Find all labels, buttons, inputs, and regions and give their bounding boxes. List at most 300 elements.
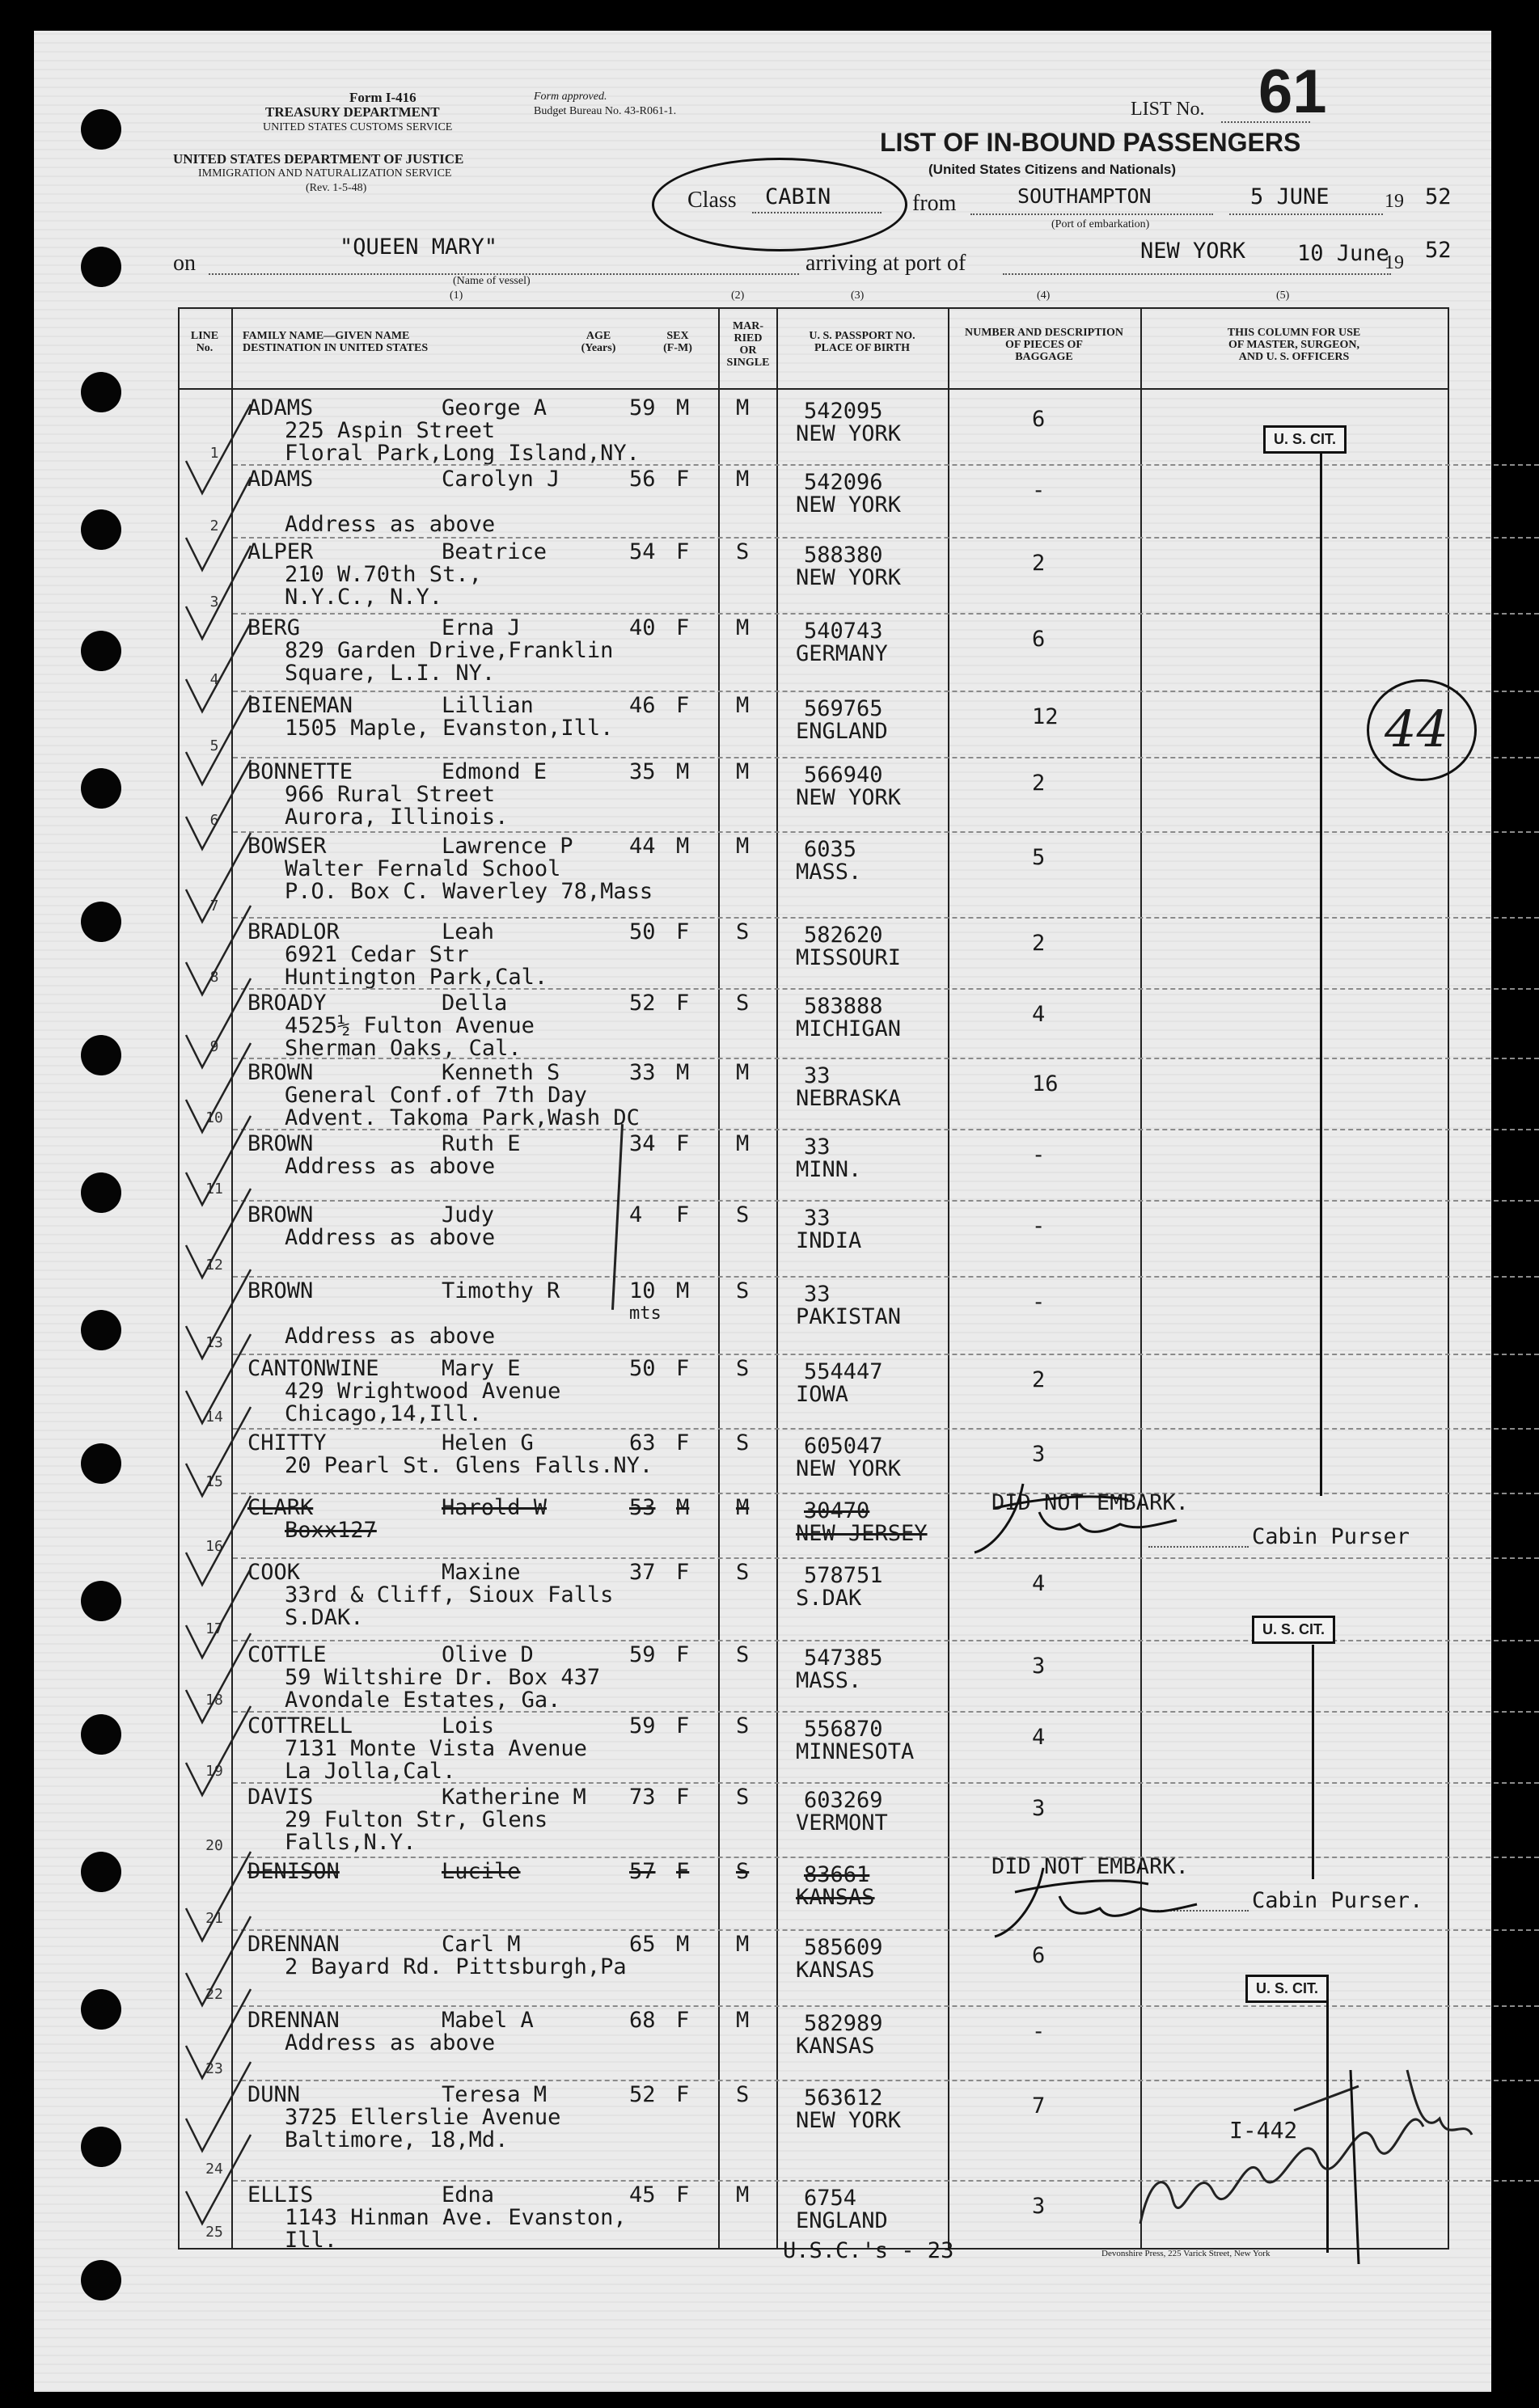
given-name: Kenneth S bbox=[442, 1060, 560, 1085]
address-line-1: 20 Pearl St. Glens Falls.NY. bbox=[285, 1453, 653, 1478]
address-line-1: 1505 Maple, Evanston,Ill. bbox=[285, 716, 614, 741]
header-officers: THIS COLUMN FOR USE OF MASTER, SURGEON, AND U. S. OFFICERS bbox=[1227, 327, 1361, 363]
sex: F bbox=[676, 1356, 690, 1381]
given-name: Helen G bbox=[442, 1430, 534, 1455]
class-value: CABIN bbox=[765, 184, 831, 209]
punch-hole bbox=[81, 1852, 121, 1892]
family-name: BROWN bbox=[247, 1131, 314, 1156]
passport-number: 83661 bbox=[804, 1862, 870, 1887]
given-name: Teresa M bbox=[442, 2082, 548, 2107]
sex: M bbox=[676, 1932, 690, 1957]
marital-status: S bbox=[736, 1356, 750, 1381]
row-divider bbox=[233, 1557, 1539, 1559]
address-line-1: 210 W.70th St., bbox=[285, 562, 482, 587]
place-of-birth: KANSAS bbox=[796, 2034, 875, 2059]
baggage-count: 4 bbox=[1032, 1002, 1046, 1027]
sex: M bbox=[676, 1278, 690, 1303]
age: 33 bbox=[629, 1060, 656, 1085]
address-line-2: Address as above bbox=[285, 512, 496, 537]
place-of-birth: ENGLAND bbox=[796, 719, 888, 744]
address-line-1: 3725 Ellerslie Avenue bbox=[285, 2105, 561, 2130]
age: 57 bbox=[629, 1859, 656, 1884]
address-line-2: Advent. Takoma Park,Wash DC bbox=[285, 1105, 640, 1130]
line-number: 20 bbox=[205, 1837, 223, 1854]
family-name: BIENEMAN bbox=[247, 693, 353, 718]
place-of-birth: NEW JERSEY bbox=[796, 1521, 928, 1546]
address-line-1: 33rd & Cliff, Sioux Falls bbox=[285, 1582, 614, 1607]
usc-total: U.S.C.'s - 23 bbox=[783, 2238, 954, 2263]
header-name: FAMILY NAME—GIVEN NAME DESTINATION IN UNITED STATES bbox=[243, 330, 429, 354]
row-divider bbox=[233, 1782, 1539, 1784]
given-name: Olive D bbox=[442, 1642, 534, 1667]
punch-hole bbox=[81, 1581, 121, 1621]
age: 35 bbox=[629, 759, 656, 784]
place-of-birth: MISSOURI bbox=[796, 945, 902, 970]
given-name: Leah bbox=[442, 919, 495, 944]
family-name: DRENNAN bbox=[247, 1932, 340, 1957]
treasury-department: TREASURY DEPARTMENT bbox=[265, 104, 440, 120]
baggage-count: - bbox=[1032, 2019, 1046, 2044]
punch-hole bbox=[81, 1714, 121, 1755]
row-divider bbox=[233, 917, 1539, 919]
family-name: DENISON bbox=[247, 1859, 340, 1884]
row-divider bbox=[233, 1428, 1539, 1430]
row-divider bbox=[233, 613, 1539, 615]
age: 63 bbox=[629, 1430, 656, 1455]
given-name: Beatrice bbox=[442, 539, 548, 564]
header-sex: SEX (F-M) bbox=[663, 330, 692, 354]
list-no-label: LIST No. bbox=[1131, 99, 1205, 120]
age: 59 bbox=[629, 1642, 656, 1667]
row-divider bbox=[233, 831, 1539, 833]
passport-number: 585609 bbox=[804, 1935, 883, 1960]
line-number: 7 bbox=[209, 898, 219, 915]
vessel-note: (Name of vessel) bbox=[453, 275, 531, 287]
sex: F bbox=[676, 2082, 690, 2107]
from-label: from bbox=[912, 191, 957, 216]
punch-hole bbox=[81, 1989, 121, 2030]
line-number: 11 bbox=[205, 1181, 223, 1198]
list-no-value: 61 bbox=[1258, 57, 1327, 126]
inspector-signature bbox=[1116, 2021, 1488, 2264]
address-line-1: Address as above bbox=[285, 2030, 496, 2055]
family-name: COTTLE bbox=[247, 1642, 327, 1667]
address-line-2: Floral Park,Long Island,NY. bbox=[285, 441, 640, 466]
address-line-1: 29 Fulton Str, Glens bbox=[285, 1807, 548, 1832]
family-name: BROWN bbox=[247, 1202, 314, 1227]
given-name: Edna bbox=[442, 2182, 495, 2207]
marital-status: S bbox=[736, 1560, 750, 1585]
family-name: ELLIS bbox=[247, 2182, 314, 2207]
baggage-count: 3 bbox=[1032, 1654, 1046, 1679]
given-name: Mabel A bbox=[442, 2008, 534, 2033]
passport-number: 582989 bbox=[804, 2011, 883, 2036]
address-line-1: 225 Aspin Street bbox=[285, 418, 496, 443]
marital-status: S bbox=[736, 1430, 750, 1455]
baggage-count: - bbox=[1032, 1214, 1046, 1239]
us-cit-stamp: U. S. CIT. bbox=[1263, 425, 1347, 454]
marital-status: M bbox=[736, 1060, 750, 1085]
age: 53 bbox=[629, 1495, 656, 1520]
punch-hole bbox=[81, 509, 121, 550]
family-name: ADAMS bbox=[247, 395, 314, 420]
col-num-5: (5) bbox=[1276, 289, 1290, 302]
row-divider bbox=[233, 464, 1539, 466]
header-age: AGE (Years) bbox=[581, 330, 616, 354]
address-line-1: 1143 Hinman Ave. Evanston, bbox=[285, 2205, 627, 2230]
check-marks bbox=[174, 388, 336, 2248]
row-divider bbox=[233, 1200, 1539, 1202]
address-line-2: La Jolla,Cal. bbox=[285, 1759, 456, 1784]
address-line-1: 59 Wiltshire Dr. Box 437 bbox=[285, 1665, 601, 1690]
us-cit-stamp: U. S. CIT. bbox=[1252, 1616, 1335, 1644]
sex: F bbox=[676, 539, 690, 564]
passport-number: 556870 bbox=[804, 1717, 883, 1742]
passport-number: 566940 bbox=[804, 763, 883, 788]
passport-number: 583888 bbox=[804, 994, 883, 1019]
line-number: 9 bbox=[209, 1038, 219, 1055]
sex: M bbox=[676, 834, 690, 859]
row-divider bbox=[233, 1354, 1539, 1355]
passport-number: 588380 bbox=[804, 543, 883, 568]
marital-status: S bbox=[736, 1859, 750, 1884]
passport-number: 33 bbox=[804, 1134, 831, 1160]
did-not-embark-note: DID NOT EMBARK. bbox=[991, 1854, 1189, 1879]
passport-number: 33 bbox=[804, 1282, 831, 1307]
line-number: 15 bbox=[205, 1473, 223, 1490]
row-divider bbox=[233, 1929, 1539, 1931]
address-line-2: Ill. bbox=[285, 2228, 338, 2253]
row-divider bbox=[233, 691, 1539, 692]
line-number: 5 bbox=[209, 737, 219, 754]
age: 68 bbox=[629, 2008, 656, 2033]
address-line-2: Chicago,14,Ill. bbox=[285, 1401, 482, 1426]
given-name: Lois bbox=[442, 1713, 495, 1738]
age: 4 bbox=[629, 1202, 643, 1227]
baggage-count: - bbox=[1032, 478, 1046, 503]
baggage-count: 2 bbox=[1032, 931, 1046, 956]
baggage-count: - bbox=[1032, 1290, 1046, 1315]
family-name: ALPER bbox=[247, 539, 314, 564]
header-baggage: NUMBER AND DESCRIPTION OF PIECES OF BAGGAGE bbox=[964, 327, 1124, 363]
row-divider bbox=[233, 1058, 1539, 1059]
row-divider bbox=[233, 1857, 1539, 1858]
sex: F bbox=[676, 991, 690, 1016]
family-name: DAVIS bbox=[247, 1785, 314, 1810]
arrival-year-prefix: 19 bbox=[1385, 252, 1404, 273]
justice-department: UNITED STATES DEPARTMENT OF JUSTICE bbox=[173, 151, 464, 167]
depart-year: 52 bbox=[1425, 184, 1452, 209]
baggage-count: 2 bbox=[1032, 771, 1046, 796]
address-line-1: 4525½ Fulton Avenue bbox=[285, 1013, 535, 1038]
punch-hole bbox=[81, 247, 121, 287]
line-number: 16 bbox=[205, 1538, 223, 1555]
line-number: 19 bbox=[205, 1763, 223, 1780]
passport-number: 6754 bbox=[804, 2186, 857, 2211]
marital-status: S bbox=[736, 1202, 750, 1227]
passport-number: 542096 bbox=[804, 470, 883, 495]
baggage-count: 6 bbox=[1032, 627, 1046, 652]
customs-service: UNITED STATES CUSTOMS SERVICE bbox=[263, 121, 453, 133]
given-name: George A bbox=[442, 395, 548, 420]
family-name: BROWN bbox=[247, 1060, 314, 1085]
punch-hole bbox=[81, 2127, 121, 2167]
us-cit-stamp: U. S. CIT. bbox=[1245, 1975, 1329, 2003]
baggage-count: 2 bbox=[1032, 551, 1046, 576]
address-line-2: Falls,N.Y. bbox=[285, 1830, 416, 1855]
arrival-date: 10 June bbox=[1297, 241, 1389, 266]
marital-status: M bbox=[736, 693, 750, 718]
row-divider bbox=[233, 2005, 1539, 2007]
place-of-birth: NEBRASKA bbox=[796, 1086, 902, 1111]
address-line-2: Address as above bbox=[285, 1324, 496, 1349]
place-of-birth: MICHIGAN bbox=[796, 1016, 902, 1041]
given-name: Lawrence P bbox=[442, 834, 573, 859]
baggage-count: 3 bbox=[1032, 1796, 1046, 1821]
passport-number: 582620 bbox=[804, 923, 883, 948]
marital-status: M bbox=[736, 2008, 750, 2033]
marital-status: M bbox=[736, 834, 750, 859]
class-label: Class bbox=[687, 188, 737, 213]
row-divider bbox=[233, 537, 1539, 539]
age: 40 bbox=[629, 615, 656, 640]
place-of-birth: GERMANY bbox=[796, 641, 888, 666]
baggage-count: - bbox=[1032, 1143, 1046, 1168]
line-number: 18 bbox=[205, 1692, 223, 1709]
line-number: 1 bbox=[209, 445, 219, 462]
address-line-1: 966 Rural Street bbox=[285, 782, 496, 807]
line-number: 4 bbox=[209, 671, 219, 688]
passport-number: 30470 bbox=[804, 1498, 870, 1523]
purser-signature bbox=[987, 1860, 1229, 1965]
marital-status: S bbox=[736, 991, 750, 1016]
port-embarkation-note: (Port of embarkation) bbox=[1051, 218, 1150, 230]
line-number: 21 bbox=[205, 1910, 223, 1927]
punch-hole bbox=[81, 109, 121, 150]
age: 59 bbox=[629, 395, 656, 420]
sex: F bbox=[676, 2008, 690, 2033]
place-of-birth: NEW YORK bbox=[796, 2108, 902, 2133]
marital-status: M bbox=[736, 395, 750, 420]
sex: M bbox=[676, 1495, 690, 1520]
marital-status: M bbox=[736, 1131, 750, 1156]
passport-number: 554447 bbox=[804, 1359, 883, 1384]
family-name: BOWSER bbox=[247, 834, 327, 859]
sex: F bbox=[676, 1642, 690, 1667]
given-name: Maxine bbox=[442, 1560, 521, 1585]
punch-hole bbox=[81, 902, 121, 942]
circled-count-value: 44 bbox=[1385, 699, 1448, 758]
place-of-birth: MASS. bbox=[796, 1668, 862, 1693]
line-number: 17 bbox=[205, 1620, 223, 1637]
given-name: Timothy R bbox=[442, 1278, 560, 1303]
line-number: 22 bbox=[205, 1986, 223, 2003]
line-number: 25 bbox=[205, 2224, 223, 2241]
address-line-1: 2 Bayard Rd. Pittsburgh,Pa bbox=[285, 1954, 627, 1979]
address-line-1: Address as above bbox=[285, 1225, 496, 1250]
family-name: CANTONWINE bbox=[247, 1356, 379, 1381]
place-of-birth: IOWA bbox=[796, 1382, 849, 1407]
address-line-2: Sherman Oaks, Cal. bbox=[285, 1036, 522, 1061]
document-title: LIST OF IN-BOUND PASSENGERS bbox=[880, 128, 1301, 157]
marital-status: S bbox=[736, 1785, 750, 1810]
on-label: on bbox=[173, 251, 196, 276]
address-line-2: Aurora, Illinois. bbox=[285, 805, 509, 830]
document-subtitle: (United States Citizens and Nationals) bbox=[928, 162, 1177, 177]
line-number: 12 bbox=[205, 1257, 223, 1274]
revision: (Rev. 1-5-48) bbox=[306, 182, 367, 194]
ins-label: IMMIGRATION AND NATURALIZATION SERVICE bbox=[198, 167, 452, 180]
marital-status: S bbox=[736, 1713, 750, 1738]
place-of-birth: NEW YORK bbox=[796, 1456, 902, 1481]
address-line-2: Avondale Estates, Ga. bbox=[285, 1688, 561, 1713]
sex: F bbox=[676, 1785, 690, 1810]
sex: F bbox=[676, 2182, 690, 2207]
from-value: SOUTHAMPTON bbox=[1017, 184, 1152, 208]
line-number: 6 bbox=[209, 812, 219, 829]
baggage-count: 3 bbox=[1032, 1442, 1046, 1467]
baggage-count: 3 bbox=[1032, 2194, 1046, 2219]
sex: F bbox=[676, 615, 690, 640]
place-of-birth: PAKISTAN bbox=[796, 1304, 902, 1329]
given-name: Carl M bbox=[442, 1932, 521, 1957]
marital-status: M bbox=[736, 615, 750, 640]
address-line-1: General Conf.of 7th Day bbox=[285, 1083, 587, 1108]
given-name: Mary E bbox=[442, 1356, 521, 1381]
did-not-embark-note: DID NOT EMBARK. bbox=[991, 1490, 1189, 1515]
row-divider bbox=[233, 1129, 1539, 1130]
family-name: CLARK bbox=[247, 1495, 314, 1520]
family-name: DUNN bbox=[247, 2082, 301, 2107]
address-line-1: Boxx127 bbox=[285, 1518, 377, 1543]
header-married: MAR- RIED OR SINGLE bbox=[726, 320, 770, 369]
line-number: 2 bbox=[209, 518, 219, 534]
family-name: COTTRELL bbox=[247, 1713, 353, 1738]
given-name: Ruth E bbox=[442, 1131, 521, 1156]
punch-hole bbox=[81, 2260, 121, 2300]
baggage-count: 4 bbox=[1032, 1571, 1046, 1596]
family-name: DRENNAN bbox=[247, 2008, 340, 2033]
age: 73 bbox=[629, 1785, 656, 1810]
header-line-no: LINE No. bbox=[190, 330, 219, 354]
line-number: 8 bbox=[209, 969, 219, 986]
age: 37 bbox=[629, 1560, 656, 1585]
marital-status: M bbox=[736, 759, 750, 784]
printer-credit: Devonshire Press, 225 Varick Street, New York bbox=[1101, 2249, 1271, 2258]
budget-bureau: Budget Bureau No. 43-R061-1. bbox=[534, 105, 677, 117]
given-name: Erna J bbox=[442, 615, 521, 640]
sex: F bbox=[676, 1859, 690, 1884]
age: 59 bbox=[629, 1713, 656, 1738]
sex: F bbox=[676, 1560, 690, 1585]
row-divider bbox=[233, 1493, 1539, 1494]
depart-date: 5 JUNE bbox=[1250, 184, 1330, 209]
col-num-1: (1) bbox=[450, 289, 463, 302]
punch-hole bbox=[81, 372, 121, 412]
age: 46 bbox=[629, 693, 656, 718]
sex: F bbox=[676, 1713, 690, 1738]
age: 10 bbox=[629, 1278, 656, 1303]
baggage-count: 4 bbox=[1032, 1725, 1046, 1750]
line-number: 10 bbox=[205, 1109, 223, 1126]
family-name: CHITTY bbox=[247, 1430, 327, 1455]
place-of-birth: ENGLAND bbox=[796, 2208, 888, 2233]
address-line-1: 6921 Cedar Str bbox=[285, 942, 469, 967]
place-of-birth: KANSAS bbox=[796, 1885, 875, 1910]
purser-title: Cabin Purser. bbox=[1252, 1888, 1423, 1913]
address-line-2: Square, L.I. NY. bbox=[285, 661, 496, 686]
baggage-count: 16 bbox=[1032, 1071, 1059, 1096]
age: 44 bbox=[629, 834, 656, 859]
age-unit: mts bbox=[629, 1303, 662, 1324]
place-of-birth: KANSAS bbox=[796, 1958, 875, 1983]
age: 56 bbox=[629, 467, 656, 492]
line-number: 24 bbox=[205, 2161, 223, 2178]
marital-status: S bbox=[736, 919, 750, 944]
line-number: 14 bbox=[205, 1409, 223, 1426]
address-line-2: N.Y.C., N.Y. bbox=[285, 585, 443, 610]
row-divider bbox=[233, 1640, 1539, 1641]
address-line-1: Address as above bbox=[285, 1154, 496, 1179]
baggage-count: 6 bbox=[1032, 407, 1046, 432]
given-name: Lucile bbox=[442, 1859, 521, 1884]
family-name: COOK bbox=[247, 1560, 301, 1585]
purser-title: Cabin Purser bbox=[1252, 1524, 1410, 1549]
depart-year-prefix: 19 bbox=[1385, 191, 1404, 212]
given-name: Carolyn J bbox=[442, 467, 560, 492]
baggage-count: 12 bbox=[1032, 704, 1059, 729]
col-num-4: (4) bbox=[1037, 289, 1051, 302]
family-name: BRADLOR bbox=[247, 919, 340, 944]
form-i442: I-442 bbox=[1229, 2117, 1298, 2144]
given-name: Katherine M bbox=[442, 1785, 586, 1810]
arrival-port: NEW YORK bbox=[1140, 239, 1246, 264]
sex: F bbox=[676, 1131, 690, 1156]
sex: M bbox=[676, 395, 690, 420]
marital-status: M bbox=[736, 467, 750, 492]
sex: F bbox=[676, 1202, 690, 1227]
line-number: 13 bbox=[205, 1334, 223, 1351]
place-of-birth: MASS. bbox=[796, 860, 862, 885]
passport-number: 6035 bbox=[804, 837, 857, 862]
sex: M bbox=[676, 759, 690, 784]
punch-hole bbox=[81, 631, 121, 671]
passport-number: 33 bbox=[804, 1063, 831, 1088]
passport-number: 578751 bbox=[804, 1563, 883, 1588]
given-name: Della bbox=[442, 991, 508, 1016]
passport-number: 569765 bbox=[804, 696, 883, 721]
family-name: BERG bbox=[247, 615, 301, 640]
vessel-name: "QUEEN MARY" bbox=[340, 234, 498, 260]
punch-hole bbox=[81, 1172, 121, 1213]
marital-status: M bbox=[736, 2182, 750, 2207]
given-name: Judy bbox=[442, 1202, 495, 1227]
marital-status: S bbox=[736, 539, 750, 564]
sex: F bbox=[676, 919, 690, 944]
marital-status: S bbox=[736, 1642, 750, 1667]
baggage-count: 6 bbox=[1032, 1943, 1046, 1968]
address-line-1: Walter Fernald School bbox=[285, 856, 561, 881]
age: 65 bbox=[629, 1932, 656, 1957]
marital-status: M bbox=[736, 1932, 750, 1957]
family-name: BROWN bbox=[247, 1278, 314, 1303]
col-num-2: (2) bbox=[731, 289, 745, 302]
given-name: Harold W bbox=[442, 1495, 548, 1520]
baggage-count: 7 bbox=[1032, 2093, 1046, 2119]
passport-number: 603269 bbox=[804, 1788, 883, 1813]
address-line-2: P.O. Box C. Waverley 78,Mass bbox=[285, 879, 653, 904]
given-name: Edmond E bbox=[442, 759, 548, 784]
